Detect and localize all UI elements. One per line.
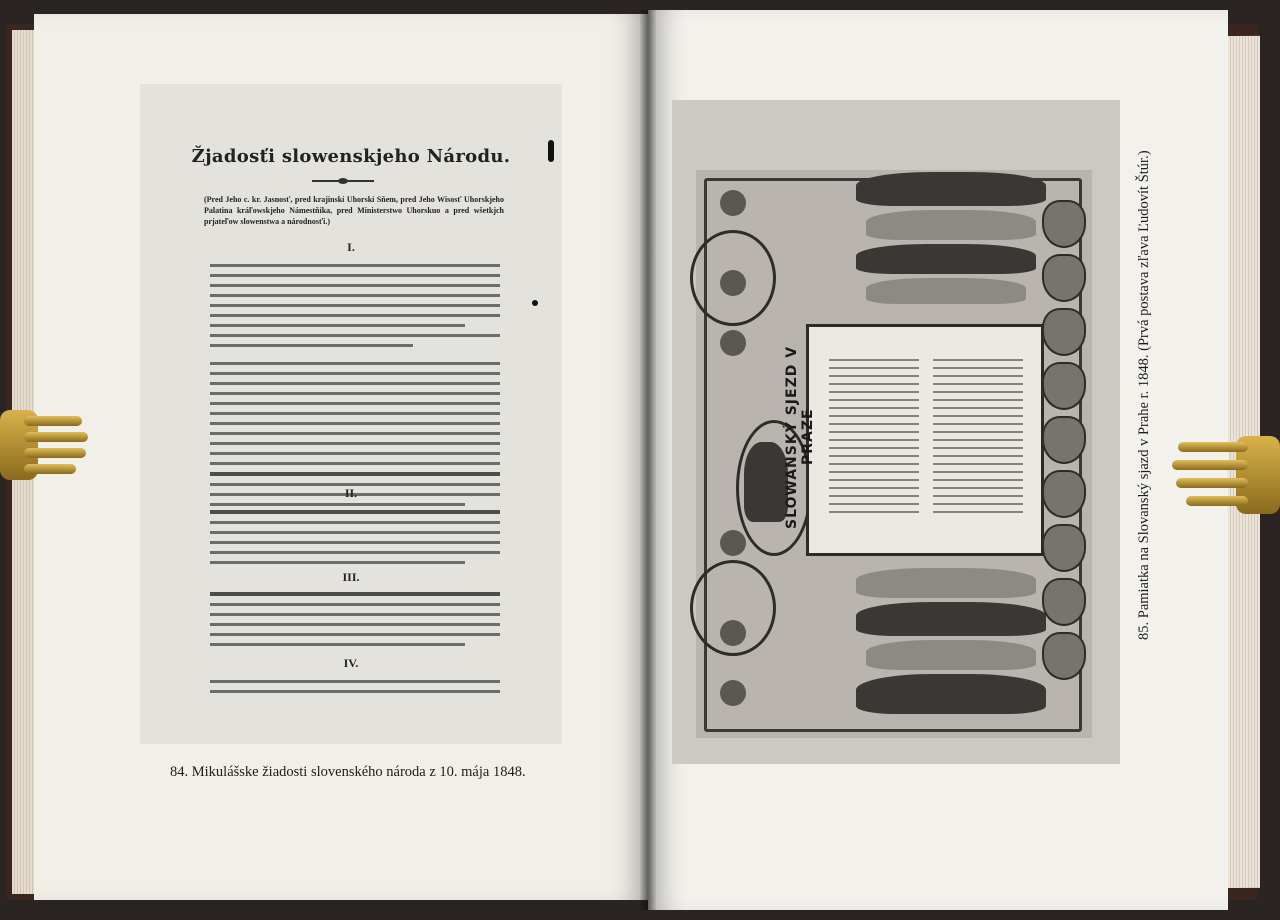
- heraldic-shield: [1042, 308, 1086, 356]
- title-ornament: [312, 180, 374, 182]
- figure-group: [856, 244, 1036, 274]
- heraldic-shield: [1042, 524, 1086, 572]
- ornament-figure: [720, 620, 746, 646]
- left-caption: 84. Mikulášske žiadosti slovenského národa z 10. mája 1848.: [170, 764, 526, 780]
- section-heading-4: IV.: [343, 656, 359, 670]
- heraldic-shield: [1042, 632, 1086, 680]
- right-caption: 85. Pamiatka na Slovanský sjazd v Prahe r. 1848. (Prvá postava zľava Ľudovít Štúr.): [1136, 150, 1152, 640]
- ornament-figure: [720, 530, 746, 556]
- section-heading-1: I.: [347, 240, 355, 254]
- figure-group: [856, 172, 1046, 206]
- ornament-figure: [720, 680, 746, 706]
- plate-edge-mark: [548, 140, 554, 162]
- ink-dot: [532, 300, 538, 306]
- left-page-holder: [0, 400, 92, 490]
- section-1-text-block: [210, 264, 500, 513]
- ornament-figure: [720, 190, 746, 216]
- document-plate: [140, 84, 562, 744]
- heraldic-shield: [1042, 362, 1086, 410]
- heraldic-shield: [1042, 254, 1086, 302]
- ornament-figure: [720, 270, 746, 296]
- section-heading-3: III.: [342, 570, 360, 584]
- allegorical-figure: [744, 442, 788, 522]
- heraldic-shield: [1042, 470, 1086, 518]
- section-heading-2: II.: [344, 486, 358, 500]
- figure-group: [856, 568, 1036, 598]
- figure-group: [866, 278, 1026, 304]
- section-2-text-block: [210, 510, 500, 571]
- figure-group: [866, 210, 1036, 240]
- poem-panel: [806, 324, 1044, 556]
- ornament-figure: [720, 330, 746, 356]
- figure-group: [866, 640, 1036, 670]
- book-gutter: [640, 10, 656, 910]
- figure-group: [856, 602, 1046, 636]
- heraldic-shield: [1042, 416, 1086, 464]
- lithograph-heading: SLOWANSKÝ SJEZD V PRAZE: [784, 345, 816, 529]
- lithograph-plate: [672, 100, 1120, 764]
- lithograph-image: [696, 170, 1092, 738]
- figure-group: [856, 674, 1046, 714]
- section-4-text-block: [210, 680, 500, 700]
- heraldic-shield: [1042, 200, 1086, 248]
- document-title: Žjadosťi slowenskjeho Národu.: [191, 146, 511, 167]
- heraldic-shield: [1042, 578, 1086, 626]
- section-3-text-block: [210, 592, 500, 653]
- right-page-holder: [1172, 430, 1280, 520]
- document-preface: (Pred Jeho c. kr. Jasnosť, pred krajinskí Uhorskí Sňem, pred Jeho Wisosť Uhorskjeho Palatina kráľowskjeho Námestňíka, pred Mínisterstwo Uhorskuo a pred wšetkjch prjateľow slowenstwa a národnosťi.): [204, 195, 504, 226]
